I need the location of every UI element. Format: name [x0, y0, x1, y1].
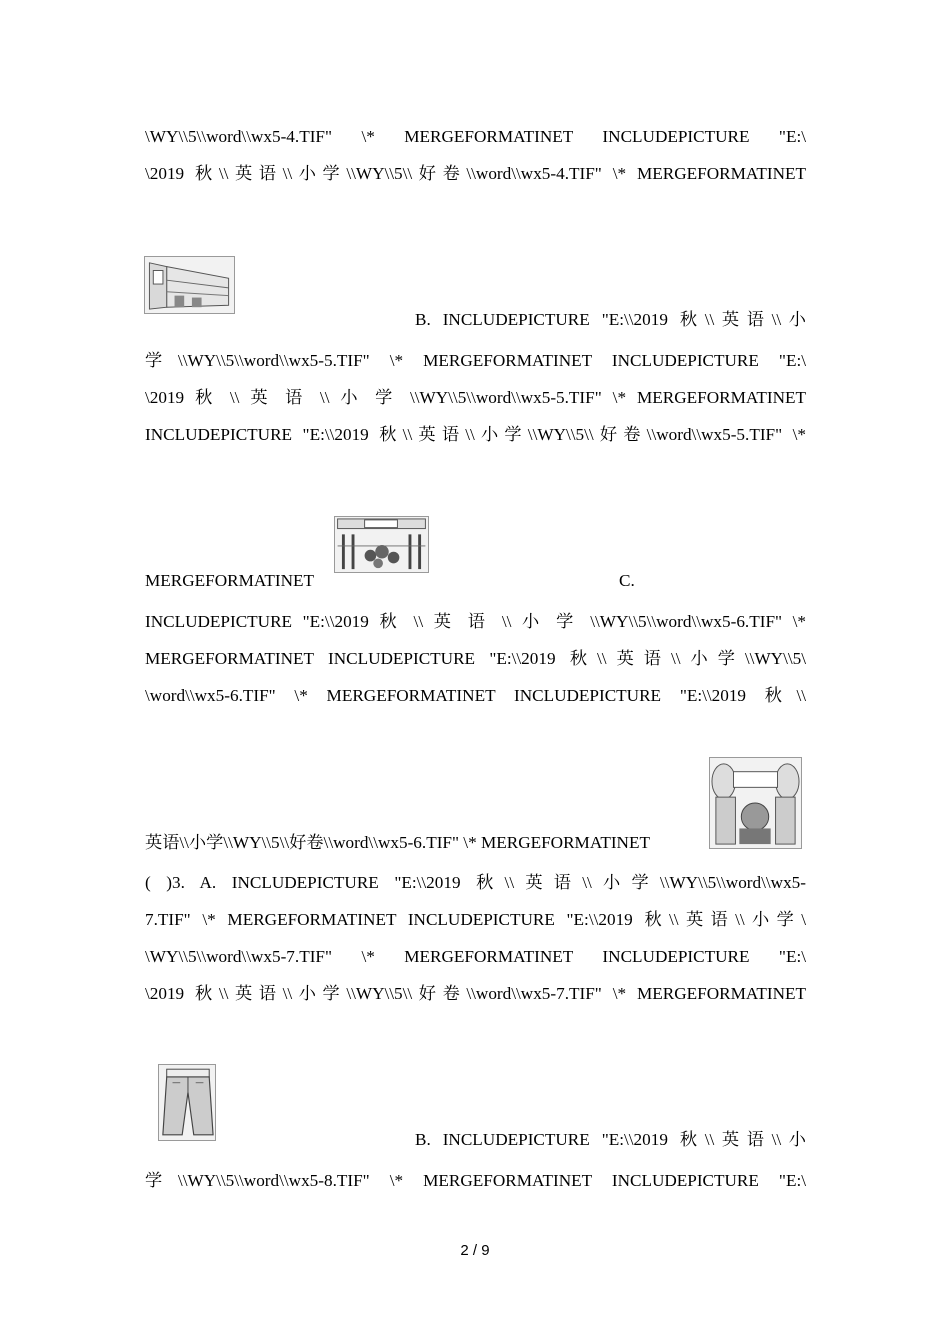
text-line-1: \WY\\5\\word\\wx5-4.TIF" \* MERGEFORMATINET INCLUDEPICTURE "E:\ [145, 127, 806, 146]
text-line-18: 学\\WY\\5\\word\\wx5-8.TIF" \* MERGEFORMATINET INCLUDEPICTURE "E:\ [145, 1171, 806, 1190]
text-line-13: ( )3. A. INCLUDEPICTURE "E:\\2019 秋\\英语\\小学\\WY\\5\\word\\wx5- [145, 873, 806, 892]
text-line-8: C. [619, 571, 635, 590]
page-number: 2 / 9 [460, 1242, 490, 1259]
shorts-image [158, 1064, 216, 1141]
text-line-7: MERGEFORMATINET [145, 571, 315, 590]
zoo-entrance-icon [710, 758, 801, 848]
text-line-15: \WY\\5\\word\\wx5-7.TIF" \* MERGEFORMATINET INCLUDEPICTURE "E:\ [145, 947, 806, 966]
garden-gate-icon [335, 517, 428, 572]
museum-building-icon [145, 257, 234, 313]
text-line-9: INCLUDEPICTURE "E:\\2019 秋 \\ 英 语 \\ 小 学 \\WY\\5\\word\\wx5-6.TIF" \* [145, 612, 806, 631]
text-line-17: B. INCLUDEPICTURE "E:\\2019 秋\\英语\\小 [415, 1130, 806, 1149]
shorts-icon [159, 1065, 215, 1140]
text-line-16: \2019 秋\\英语\\小学\\WY\\5\\好卷\\word\\wx5-7.TIF" \* MERGEFORMATINET [145, 984, 806, 1003]
text-line-2: \2019 秋\\英语\\小学\\WY\\5\\好卷\\word\\wx5-4.TIF" \* MERGEFORMATINET [145, 164, 806, 183]
text-line-11: \word\\wx5-6.TIF" \* MERGEFORMATINET INCLUDEPICTURE "E:\\2019 秋\\ [145, 686, 806, 705]
zoo-image [709, 757, 802, 849]
text-line-6: INCLUDEPICTURE "E:\\2019 秋\\英语\\小学\\WY\\5\\好卷\\word\\wx5-5.TIF" \* [145, 425, 806, 444]
museum-image [144, 256, 235, 314]
gate-image [334, 516, 429, 573]
text-line-12: 英语\\小学\\WY\\5\\好卷\\word\\wx5-6.TIF" \* MERGEFORMATINET [145, 833, 650, 852]
text-line-10: MERGEFORMATINET INCLUDEPICTURE "E:\\2019 秋\\英语\\小学\\WY\\5\ [145, 649, 806, 668]
text-line-14: 7.TIF" \* MERGEFORMATINET INCLUDEPICTURE "E:\\2019 秋\\英语\\小学\ [145, 910, 806, 929]
text-line-3: B. INCLUDEPICTURE "E:\\2019 秋\\英语\\小 [415, 310, 806, 329]
text-line-4: 学\\WY\\5\\word\\wx5-5.TIF" \* MERGEFORMATINET INCLUDEPICTURE "E:\ [145, 351, 806, 370]
text-line-5: \2019 秋 \\ 英 语 \\ 小 学 \\WY\\5\\word\\wx5-5.TIF" \* MERGEFORMATINET [145, 388, 806, 407]
